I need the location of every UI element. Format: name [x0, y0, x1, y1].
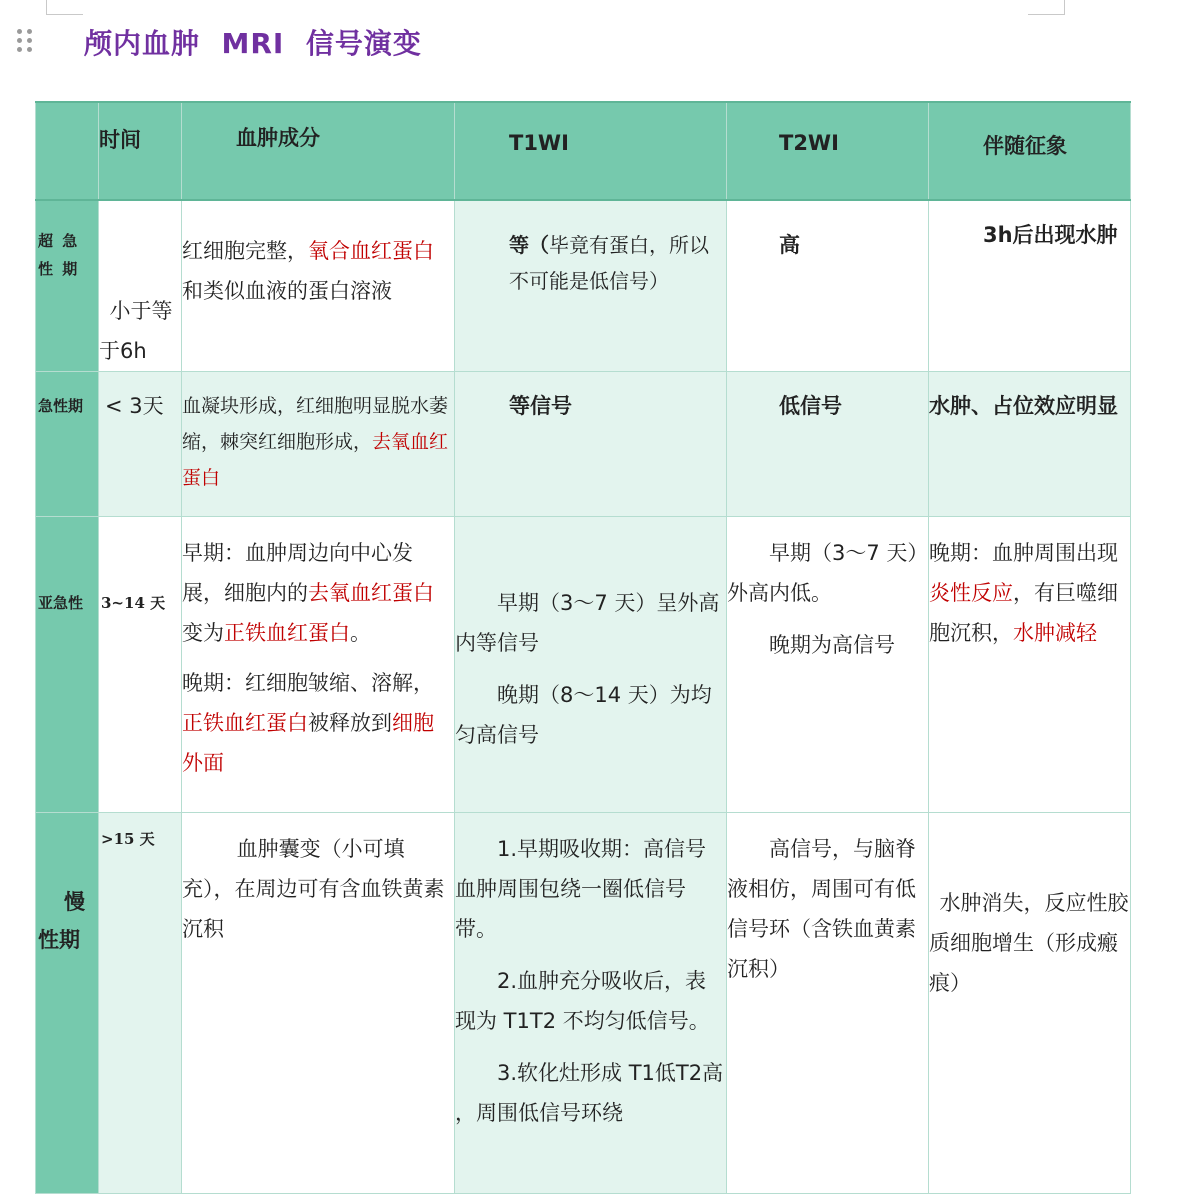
- component-text: 和类似血液的蛋白溶液: [182, 279, 392, 303]
- component-cell: [182, 813, 455, 1194]
- signs-text: 晚期：血肿周围出现: [929, 541, 1118, 565]
- signs-cell: [929, 517, 1131, 813]
- component-late: [182, 663, 454, 783]
- signs-cell: [929, 813, 1131, 1194]
- t2-value: 高信号，与脑脊液相仿，周围可有低信号环（含铁血黄素沉积）: [727, 837, 916, 981]
- t1-value: 等（: [509, 233, 549, 257]
- component-highlight: 正铁血红蛋白: [182, 711, 308, 735]
- signs-highlight: 水肿减轻: [1013, 621, 1097, 645]
- t1-step-1: 1.早期吸收期：高信号血肿周围包绕一圈低信号带。: [455, 837, 707, 941]
- component-text: 早期：血肿周边向中心发展，细胞内的: [182, 541, 413, 605]
- time-label: >15 天: [101, 830, 155, 848]
- stage-cell: [36, 813, 99, 1194]
- component-highlight: 氧合血红蛋白: [308, 239, 434, 263]
- table-row-chronic: [36, 813, 1131, 1194]
- stage-cell: [36, 372, 99, 517]
- t2-early: 早期（3～7 天）外高内低。: [727, 541, 918, 605]
- time-cell: [99, 813, 182, 1194]
- component-text: 变为: [182, 621, 224, 645]
- component-text: 。: [350, 621, 371, 645]
- stage-cell: [36, 200, 99, 372]
- signs-cell: [929, 372, 1131, 517]
- mri-signal-table: [35, 101, 1131, 1194]
- header-stage: [36, 102, 99, 200]
- t2-cell: [727, 200, 929, 372]
- page-corner-mark-right: [1028, 0, 1065, 15]
- time-cell: [99, 372, 182, 517]
- page-corner-mark-left: [46, 0, 83, 15]
- t1-note: 毕竟有蛋白，所以不可能是低信号）: [509, 233, 709, 293]
- header-component-label: 血肿成分: [236, 126, 320, 150]
- component-text: 红细胞完整，: [182, 239, 308, 263]
- t2-value: 高: [779, 233, 800, 257]
- header-time: [99, 102, 182, 200]
- time-label: 小于等于6h: [99, 299, 173, 363]
- t2-cell: [727, 813, 929, 1194]
- stage-label: 超 急 性 期: [38, 232, 80, 278]
- t1-cell: [455, 372, 727, 517]
- time-label: < 3天: [105, 394, 164, 418]
- component-cell: [182, 517, 455, 813]
- t1-late: 晚期（8～14 天）为均匀高信号: [455, 683, 712, 747]
- header-time-label: 时间: [99, 128, 141, 152]
- header-t1wi: [455, 102, 727, 200]
- signs-value: 水肿消失，反应性胶质细胞增生（形成瘢痕）: [929, 891, 1129, 995]
- t1-early: 早期（3～7 天）呈外高内等信号: [455, 591, 720, 655]
- component-text: 被释放到: [308, 711, 392, 735]
- t2-late: 晚期为高信号: [769, 633, 895, 657]
- stage-label: 性期: [38, 928, 80, 952]
- t1-step-2: 2.血肿充分吸收后，表现为 T1T2 不均匀低信号。: [455, 969, 710, 1033]
- component-early: [182, 533, 454, 653]
- stage-label: 亚急性: [38, 594, 84, 612]
- table-row-acute: [36, 372, 1131, 517]
- time-label: 3~14 天: [101, 594, 166, 612]
- table-row-hyperacute: [36, 200, 1131, 372]
- component-highlight: 去氧血红蛋白: [182, 431, 449, 489]
- t1-value: 等信号: [509, 394, 572, 418]
- stage-label: 慢: [64, 890, 85, 914]
- header-t2wi: [727, 102, 929, 200]
- header-signs: [929, 102, 1131, 200]
- signs-cell: [929, 200, 1131, 372]
- stage-label: 急性期: [38, 397, 84, 415]
- component-text: 血肿囊变（小可填充），在周边可有含血铁黄素沉积: [182, 837, 445, 941]
- signs-value: 3h后出现水肿: [983, 223, 1118, 247]
- header-component: [182, 102, 455, 200]
- t1-step-3: 3.软化灶形成 T1低T2高 ，周围低信号环绕: [455, 1061, 724, 1125]
- page-title: 颅内血肿 MRI 信号演变: [84, 27, 422, 60]
- component-cell: [182, 200, 455, 372]
- stage-cell: [36, 517, 99, 813]
- component-highlight: 正铁血红蛋白: [224, 621, 350, 645]
- t2-cell: [727, 517, 929, 813]
- component-text: 血凝块形成，红细胞明显脱水萎缩，棘突红细胞形成，: [182, 395, 449, 453]
- signs-text: ，有巨噬细胞沉积，: [929, 581, 1118, 645]
- table-header-row: [36, 102, 1131, 200]
- signs-highlight: 炎性反应: [929, 581, 1013, 605]
- component-text: 晚期：红细胞皱缩、溶解，: [182, 671, 434, 695]
- component-highlight: 去氧血红蛋白: [308, 581, 434, 605]
- component-highlight: 细胞外面: [182, 711, 434, 775]
- header-t2wi-label: T2WI: [779, 131, 839, 155]
- table-row-subacute: [36, 517, 1131, 813]
- t1-cell: [455, 517, 727, 813]
- header-signs-label: 伴随征象: [983, 134, 1067, 158]
- t1-cell: [455, 813, 727, 1194]
- time-cell: [99, 517, 182, 813]
- header-t1wi-label: T1WI: [509, 131, 569, 155]
- t1-cell: [455, 200, 727, 372]
- t2-value: 低信号: [779, 394, 842, 418]
- time-cell: [99, 200, 182, 372]
- drag-handle-icon[interactable]: [17, 29, 33, 55]
- t2-cell: [727, 372, 929, 517]
- signs-value: 水肿、占位效应明显: [929, 394, 1118, 418]
- component-cell: [182, 372, 455, 517]
